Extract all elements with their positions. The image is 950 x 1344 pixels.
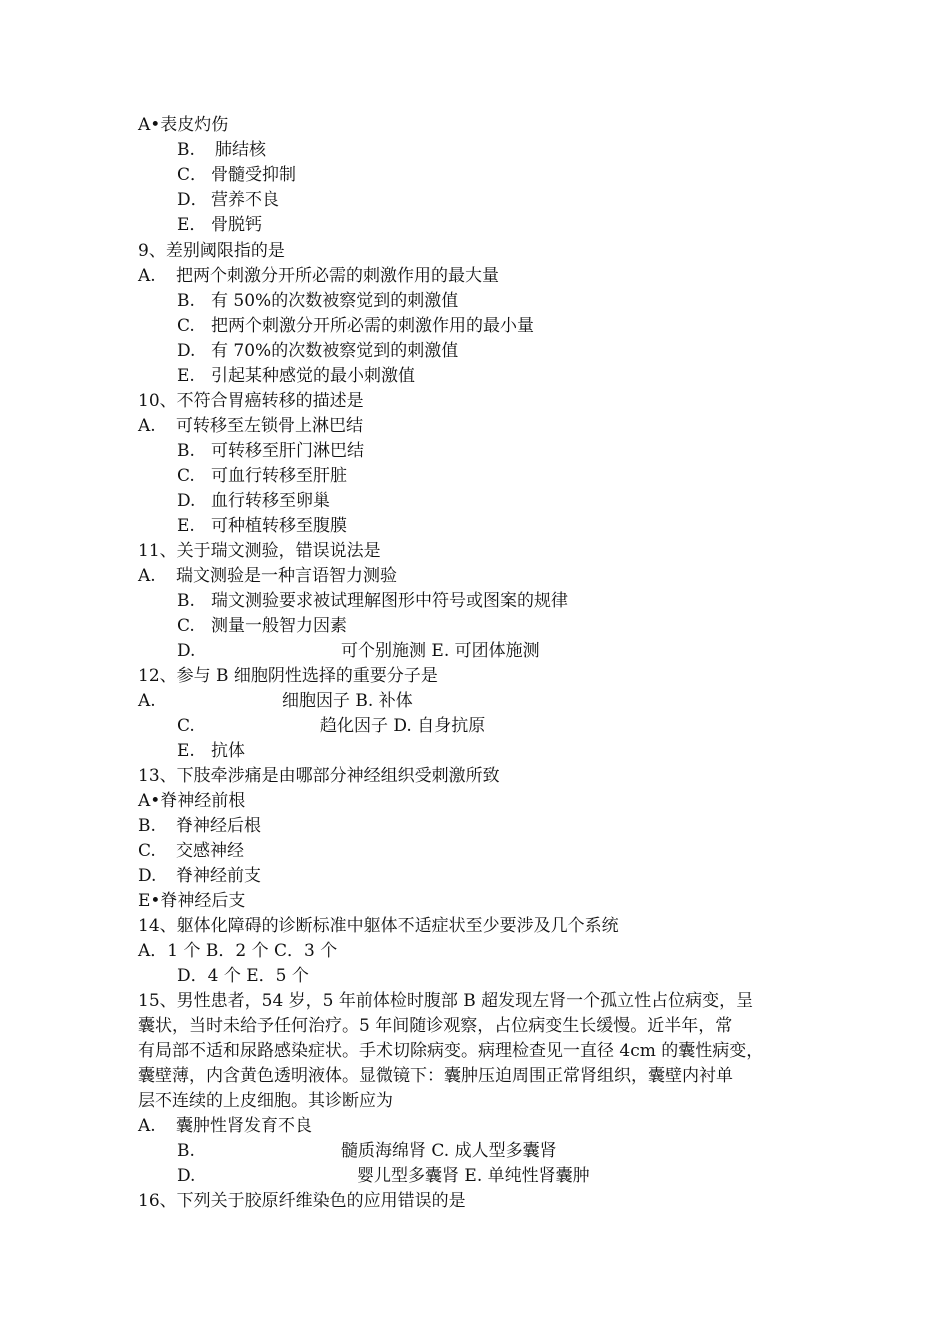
option-line: A. 可转移至左锁骨上淋巴结	[138, 416, 363, 436]
option-line: B. 瑞文测验要求被试理解图形中符号或图案的规律	[177, 591, 568, 611]
question-line: 14、躯体化障碍的诊断标准中躯体不适症状至少要涉及几个系统	[138, 916, 619, 936]
question-line: 13、下肢牵涉痛是由哪部分神经组织受刺激所致	[138, 766, 500, 786]
question-line: 9、差别阈限指的是	[138, 241, 285, 261]
option-line: A•脊神经前根	[138, 791, 246, 811]
option-line: D． 营养不良	[177, 190, 279, 210]
option-line: B. 髓质海绵肾 C. 成人型多囊肾	[177, 1141, 557, 1161]
question-line: 15、男性患者，54 岁，5 年前体检时腹部 B 超发现左肾一个孤立性占位病变，呈	[138, 991, 754, 1011]
option-line: D. 可个别施测 E. 可团体施测	[177, 641, 540, 661]
option-line: C. 可血行转移至肝脏	[177, 466, 347, 486]
option-line: A．1 个 B．2 个 C．3 个	[138, 941, 338, 961]
option-line: A. 细胞因子 B. 补体	[138, 691, 413, 711]
option-line: C. 测量一般智力因素	[177, 616, 347, 636]
option-line: D．4 个 E．5 个	[177, 966, 309, 986]
option-line: E. 抗体	[177, 741, 245, 761]
question-line: 囊状，当时未给予任何治疗。5 年间随诊观察，占位病变生长缓慢。近半年，常	[138, 1016, 733, 1036]
question-line: 囊壁薄，内含黄色透明液体。显微镜下：囊肿压迫周围正常肾组织，囊壁内衬单	[138, 1066, 733, 1086]
option-line: E•脊神经后支	[138, 891, 246, 911]
option-line: A•表皮灼伤	[138, 115, 229, 135]
option-line: C. 交感神经	[138, 841, 244, 861]
option-line: A. 瑞文测验是一种言语智力测验	[138, 566, 397, 586]
option-line: D. 血行转移至卵巢	[177, 491, 330, 511]
option-line: E. 引起某种感觉的最小刺激值	[177, 366, 415, 386]
option-line: D. 脊神经前支	[138, 866, 261, 886]
option-line: C. 趋化因子 D. 自身抗原	[177, 716, 486, 736]
option-line: C． 骨髓受抑制	[177, 165, 296, 185]
question-line: 16、下列关于胶原纤维染色的应用错误的是	[138, 1191, 466, 1211]
option-line: B. 有 50%的次数被察觉到的刺激值	[177, 291, 459, 311]
question-line: 10、不符合胃癌转移的描述是	[138, 391, 364, 411]
option-line: E. 可种植转移至腹膜	[177, 516, 347, 536]
question-line: 12、参与 B 细胞阴性选择的重要分子是	[138, 666, 438, 686]
option-line: B. 可转移至肝门淋巴结	[177, 441, 364, 461]
question-line: 有局部不适和尿路感染症状。手术切除病变。病理检查见一直径 4cm 的囊性病变，	[138, 1041, 764, 1061]
question-line: 层不连续的上皮细胞。其诊断应为	[138, 1091, 393, 1111]
option-line: B. 脊神经后根	[138, 816, 261, 836]
option-line: C. 把两个刺激分开所必需的刺激作用的最小量	[177, 316, 534, 336]
option-line: A. 囊肿性肾发育不良	[138, 1116, 312, 1136]
option-line: D. 有 70%的次数被察觉到的刺激值	[177, 341, 459, 361]
option-line: B. 肺结核	[177, 140, 266, 160]
question-line: 11、关于瑞文测验，错误说法是	[138, 541, 381, 561]
option-line: A. 把两个刺激分开所必需的刺激作用的最大量	[138, 266, 499, 286]
option-line: E． 骨脱钙	[177, 215, 262, 235]
option-line: D. 婴儿型多囊肾 E. 单纯性肾囊肿	[177, 1166, 590, 1186]
